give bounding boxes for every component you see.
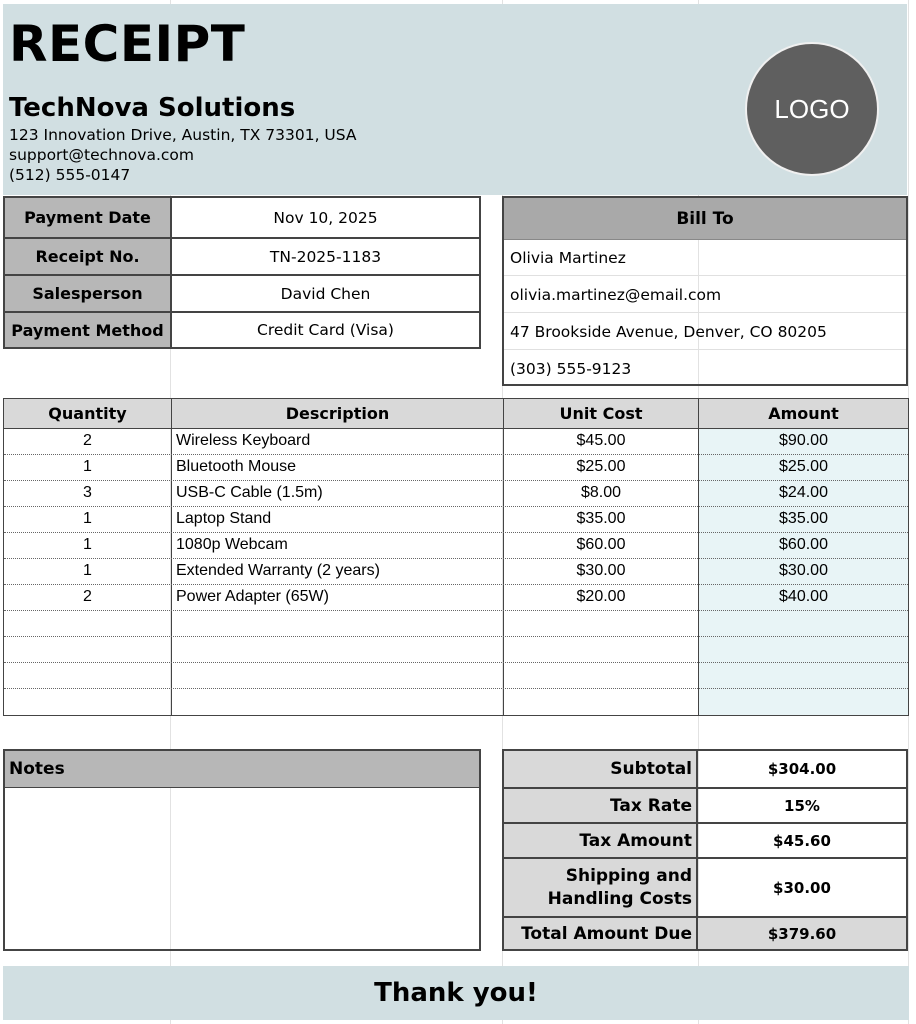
- company-name: TechNova Solutions: [9, 93, 296, 123]
- table-row[interactable]: [4, 558, 908, 584]
- row-divider: [504, 275, 906, 276]
- unit-cost-cell: $25.00: [576, 458, 626, 475]
- tax-rate-row: [504, 789, 906, 822]
- salesperson-value[interactable]: David Chen: [172, 276, 479, 311]
- receipt-title: RECEIPT: [9, 15, 246, 73]
- shipping-value[interactable]: $30.00: [773, 878, 831, 897]
- row-divider: [4, 610, 908, 611]
- company-email: support@technova.com: [9, 146, 194, 164]
- payment-date-label: Payment Date: [5, 198, 172, 237]
- tax-rate-value[interactable]: 15%: [784, 796, 820, 815]
- unit-cost-header: Unit Cost: [559, 404, 643, 423]
- description-cell: 1080p Webcam: [176, 536, 288, 553]
- subtotal-row: [504, 751, 906, 787]
- quantity-cell: 1: [83, 510, 92, 527]
- amount-cell: $60.00: [779, 536, 828, 553]
- notes-box[interactable]: [3, 749, 481, 951]
- bill-to-email[interactable]: olivia.martinez@email.com: [510, 286, 722, 304]
- unit-cost-cell: $60.00: [576, 536, 626, 553]
- receipt-no-row: [5, 239, 479, 274]
- payment-date-value[interactable]: Nov 10, 2025: [172, 198, 479, 237]
- amount-cell: $90.00: [779, 432, 828, 449]
- quantity-cell: 1: [83, 562, 92, 579]
- row-divider: [504, 349, 906, 350]
- totals-box: [502, 749, 908, 951]
- bill-to-name[interactable]: Olivia Martinez: [510, 249, 626, 267]
- quantity-cell: 2: [83, 432, 92, 449]
- description-cell: Bluetooth Mouse: [176, 458, 297, 475]
- thank-you-banner: Thank you!: [3, 966, 909, 1020]
- bill-to-address[interactable]: 47 Brookside Avenue, Denver, CO 80205: [510, 323, 827, 341]
- quantity-cell: 1: [83, 458, 92, 475]
- tax-amount-row: [504, 824, 906, 857]
- payment-method-value[interactable]: Credit Card (Visa): [172, 313, 479, 347]
- table-row[interactable]: [4, 454, 908, 480]
- quantity-cell: 1: [83, 536, 92, 553]
- description-cell: Laptop Stand: [176, 510, 272, 527]
- salesperson-row: [5, 276, 479, 311]
- payment-info-table: [3, 196, 481, 349]
- quantity-header: Quantity: [48, 404, 127, 423]
- row-divider: [4, 662, 908, 663]
- table-row[interactable]: [4, 584, 908, 610]
- description-cell: USB-C Cable (1.5m): [176, 484, 323, 501]
- description-header: Description: [285, 404, 390, 423]
- salesperson-label: Salesperson: [5, 276, 172, 311]
- amount-cell: $30.00: [779, 562, 828, 579]
- amount-cell: $40.00: [779, 588, 828, 605]
- payment-method-row: [5, 313, 479, 347]
- table-header: [4, 399, 908, 429]
- receipt-header: [3, 4, 907, 195]
- unit-cost-cell: $30.00: [576, 562, 626, 579]
- tax-amount-value[interactable]: $45.60: [773, 831, 831, 850]
- bill-to-heading: Bill To: [504, 198, 906, 240]
- description-cell: Power Adapter (65W): [176, 588, 329, 605]
- logo-placeholder: LOGO: [745, 42, 879, 176]
- shipping-label: [504, 859, 698, 916]
- subtotal-value[interactable]: $304.00: [767, 760, 837, 778]
- amount-cell: $24.00: [779, 484, 828, 501]
- company-phone: (512) 555-0147: [9, 166, 131, 184]
- payment-date-row: [5, 198, 479, 237]
- unit-cost-cell: $45.00: [576, 432, 626, 449]
- table-row[interactable]: [4, 532, 908, 558]
- receipt-no-value[interactable]: TN-2025-1183: [172, 239, 479, 274]
- tax-rate-label: Tax Rate: [504, 789, 698, 822]
- amount-header: Amount: [768, 404, 839, 423]
- description-cell: Wireless Keyboard: [176, 432, 311, 449]
- tax-amount-label: Tax Amount: [504, 824, 698, 857]
- row-divider: [4, 636, 908, 637]
- unit-cost-cell: $8.00: [580, 484, 622, 501]
- payment-method-label: Payment Method: [5, 313, 172, 347]
- table-row[interactable]: [4, 480, 908, 506]
- unit-cost-cell: $20.00: [576, 588, 626, 605]
- description-cell: Extended Warranty (2 years): [176, 562, 380, 579]
- quantity-cell: 2: [83, 588, 92, 605]
- table-row[interactable]: [4, 506, 908, 532]
- subtotal-label: Subtotal: [504, 751, 698, 787]
- total-label: Total Amount Due: [504, 918, 698, 949]
- bill-to-box: [502, 196, 908, 386]
- row-divider: [4, 688, 908, 689]
- amount-cell: $35.00: [779, 510, 828, 527]
- company-address: 123 Innovation Drive, Austin, TX 73301, USA: [9, 126, 357, 144]
- quantity-cell: 3: [83, 484, 92, 501]
- total-value[interactable]: $379.60: [767, 924, 837, 943]
- row-divider: [504, 312, 906, 313]
- bill-to-phone[interactable]: (303) 555-9123: [510, 360, 632, 378]
- total-row: [504, 918, 906, 949]
- table-row[interactable]: [4, 428, 908, 454]
- notes-heading: Notes: [5, 751, 479, 788]
- amount-cell: $25.00: [779, 458, 828, 475]
- shipping-label-line-1: Shipping and: [565, 865, 692, 886]
- shipping-row: [504, 859, 906, 916]
- shipping-label-line-2: Handling Costs: [547, 888, 692, 909]
- line-items-table: [3, 398, 909, 716]
- receipt-no-label: Receipt No.: [5, 239, 172, 274]
- unit-cost-cell: $35.00: [576, 510, 626, 527]
